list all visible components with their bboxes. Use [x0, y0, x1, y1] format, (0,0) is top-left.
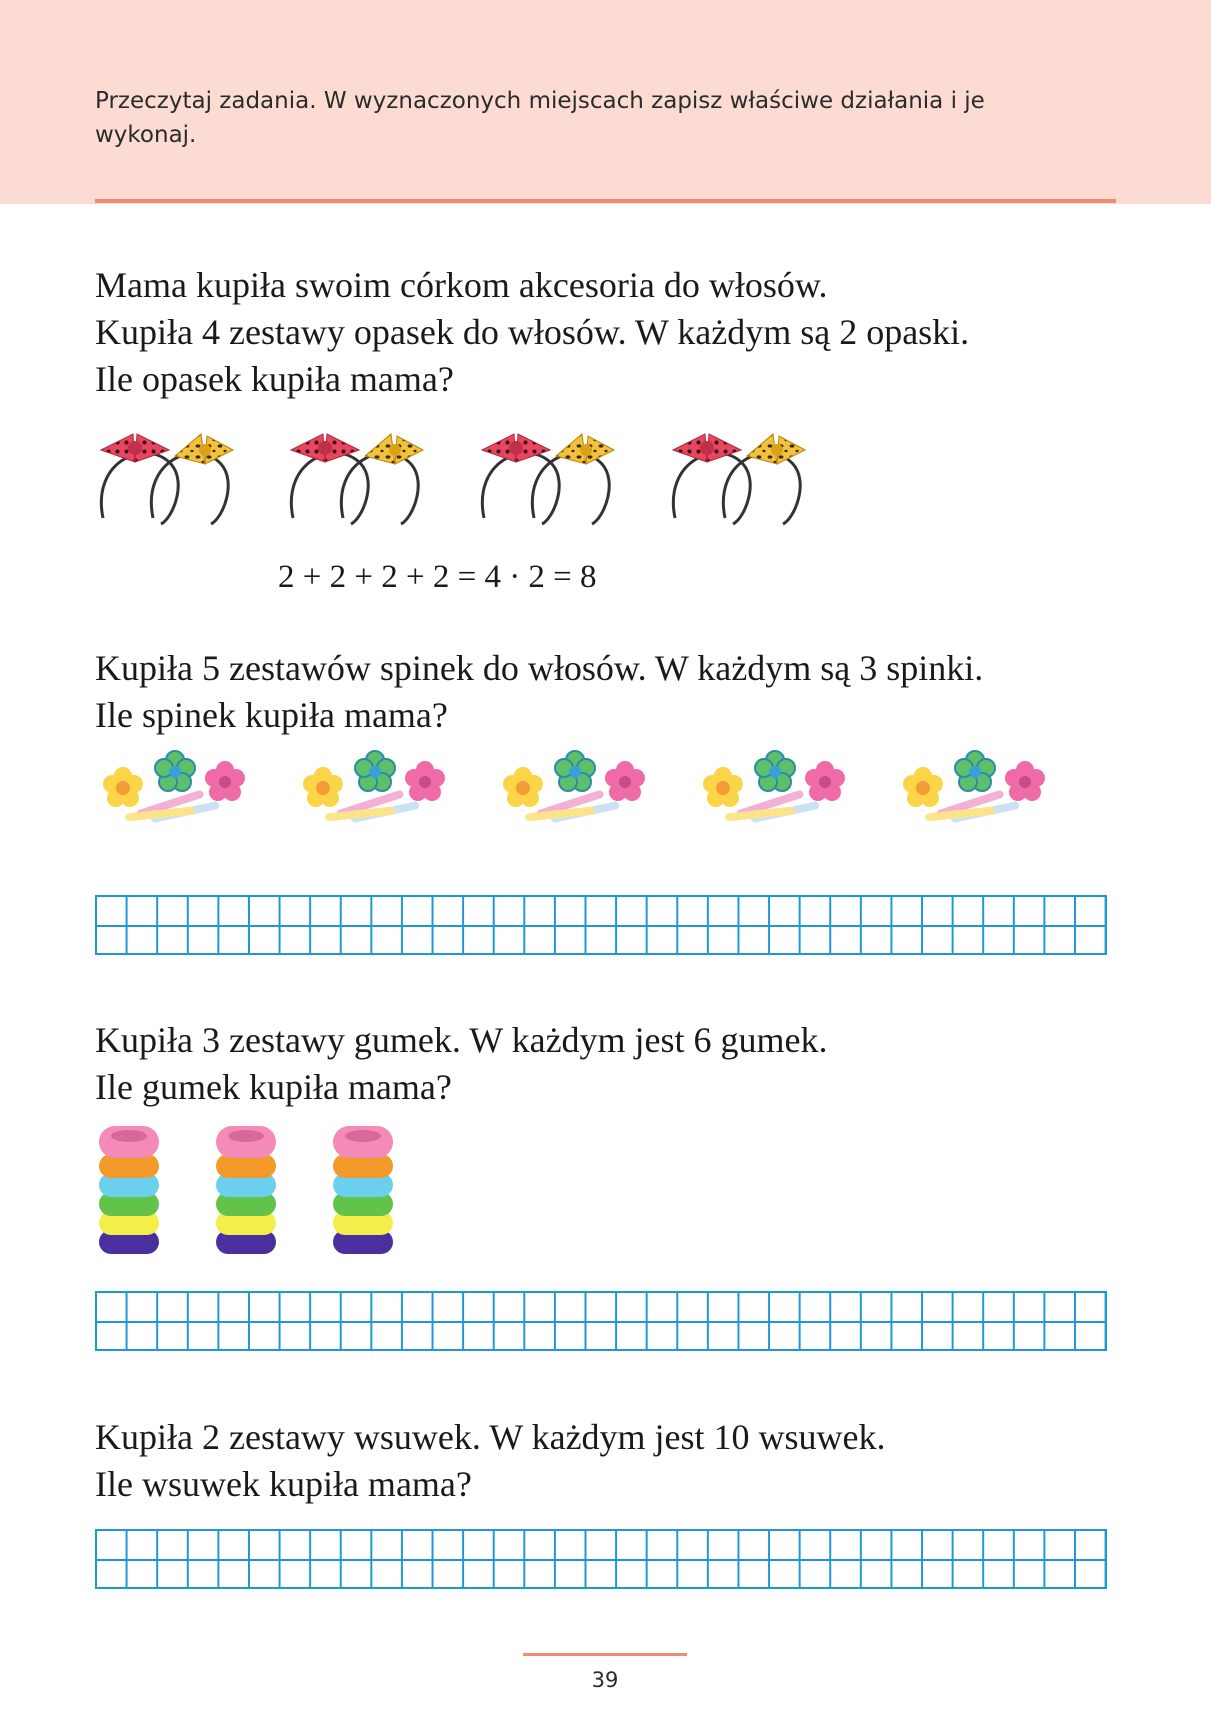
task-4-text [95, 1414, 886, 1508]
hair-clip-icon [503, 751, 645, 823]
task-3-line-2: Ile gumek kupiła mama? [95, 1067, 452, 1107]
task-1-line-3: Ile opasek kupiła mama? [95, 359, 454, 399]
task-4-line-2: Ile wsuwek kupiła mama? [95, 1464, 472, 1504]
headband-icon [291, 434, 423, 524]
task-2-line-2: Ile spinek kupiła mama? [95, 695, 448, 735]
headband-icon [482, 434, 614, 524]
header-divider [95, 199, 1116, 203]
hair-tie-sets [95, 1120, 415, 1260]
hair-clip-icon [303, 751, 445, 823]
headband-icon [673, 434, 805, 524]
task-1-line-2: Kupiła 4 zestawy opasek do włosów. W każdym są 2 opaski. [95, 312, 970, 352]
task-1-line-1: Mama kupiła swoim córkom akcesoria do włosów. [95, 265, 828, 305]
task-3-text [95, 1017, 828, 1111]
instruction-text: Przeczytaj zadania. W wyznaczonych miejscach zapisz właściwe działania i je wykonaj. [95, 88, 985, 148]
answer-grid-task-4[interactable] [95, 1529, 1107, 1589]
hair-clip-sets [95, 748, 1055, 860]
page-number: 39 [591, 1668, 619, 1692]
task-3-line-1: Kupiła 3 zestawy gumek. W każdym jest 6 gumek. [95, 1020, 828, 1060]
task-4-line-1: Kupiła 2 zestawy wsuwek. W każdym jest 10 wsuwek. [95, 1417, 886, 1457]
task-1-equation: 2 + 2 + 2 + 2 = 4 · 2 = 8 [278, 559, 597, 595]
hair-tie-icon [216, 1126, 276, 1254]
hair-clip-icon [703, 751, 845, 823]
hair-clip-icon [903, 751, 1045, 823]
task-1-text [95, 262, 969, 403]
hair-tie-icon [99, 1126, 159, 1254]
answer-grid-task-2[interactable] [95, 895, 1107, 955]
hair-tie-icon [333, 1126, 393, 1254]
task-2-text [95, 645, 983, 739]
answer-grid-task-3[interactable] [95, 1291, 1107, 1351]
task-2-line-1: Kupiła 5 zestawów spinek do włosów. W każdym są 3 spinki. [95, 648, 984, 688]
headband-icon [101, 434, 233, 524]
hair-clip-icon [103, 751, 245, 823]
headband-sets [95, 420, 815, 532]
footer-divider [523, 1653, 687, 1656]
